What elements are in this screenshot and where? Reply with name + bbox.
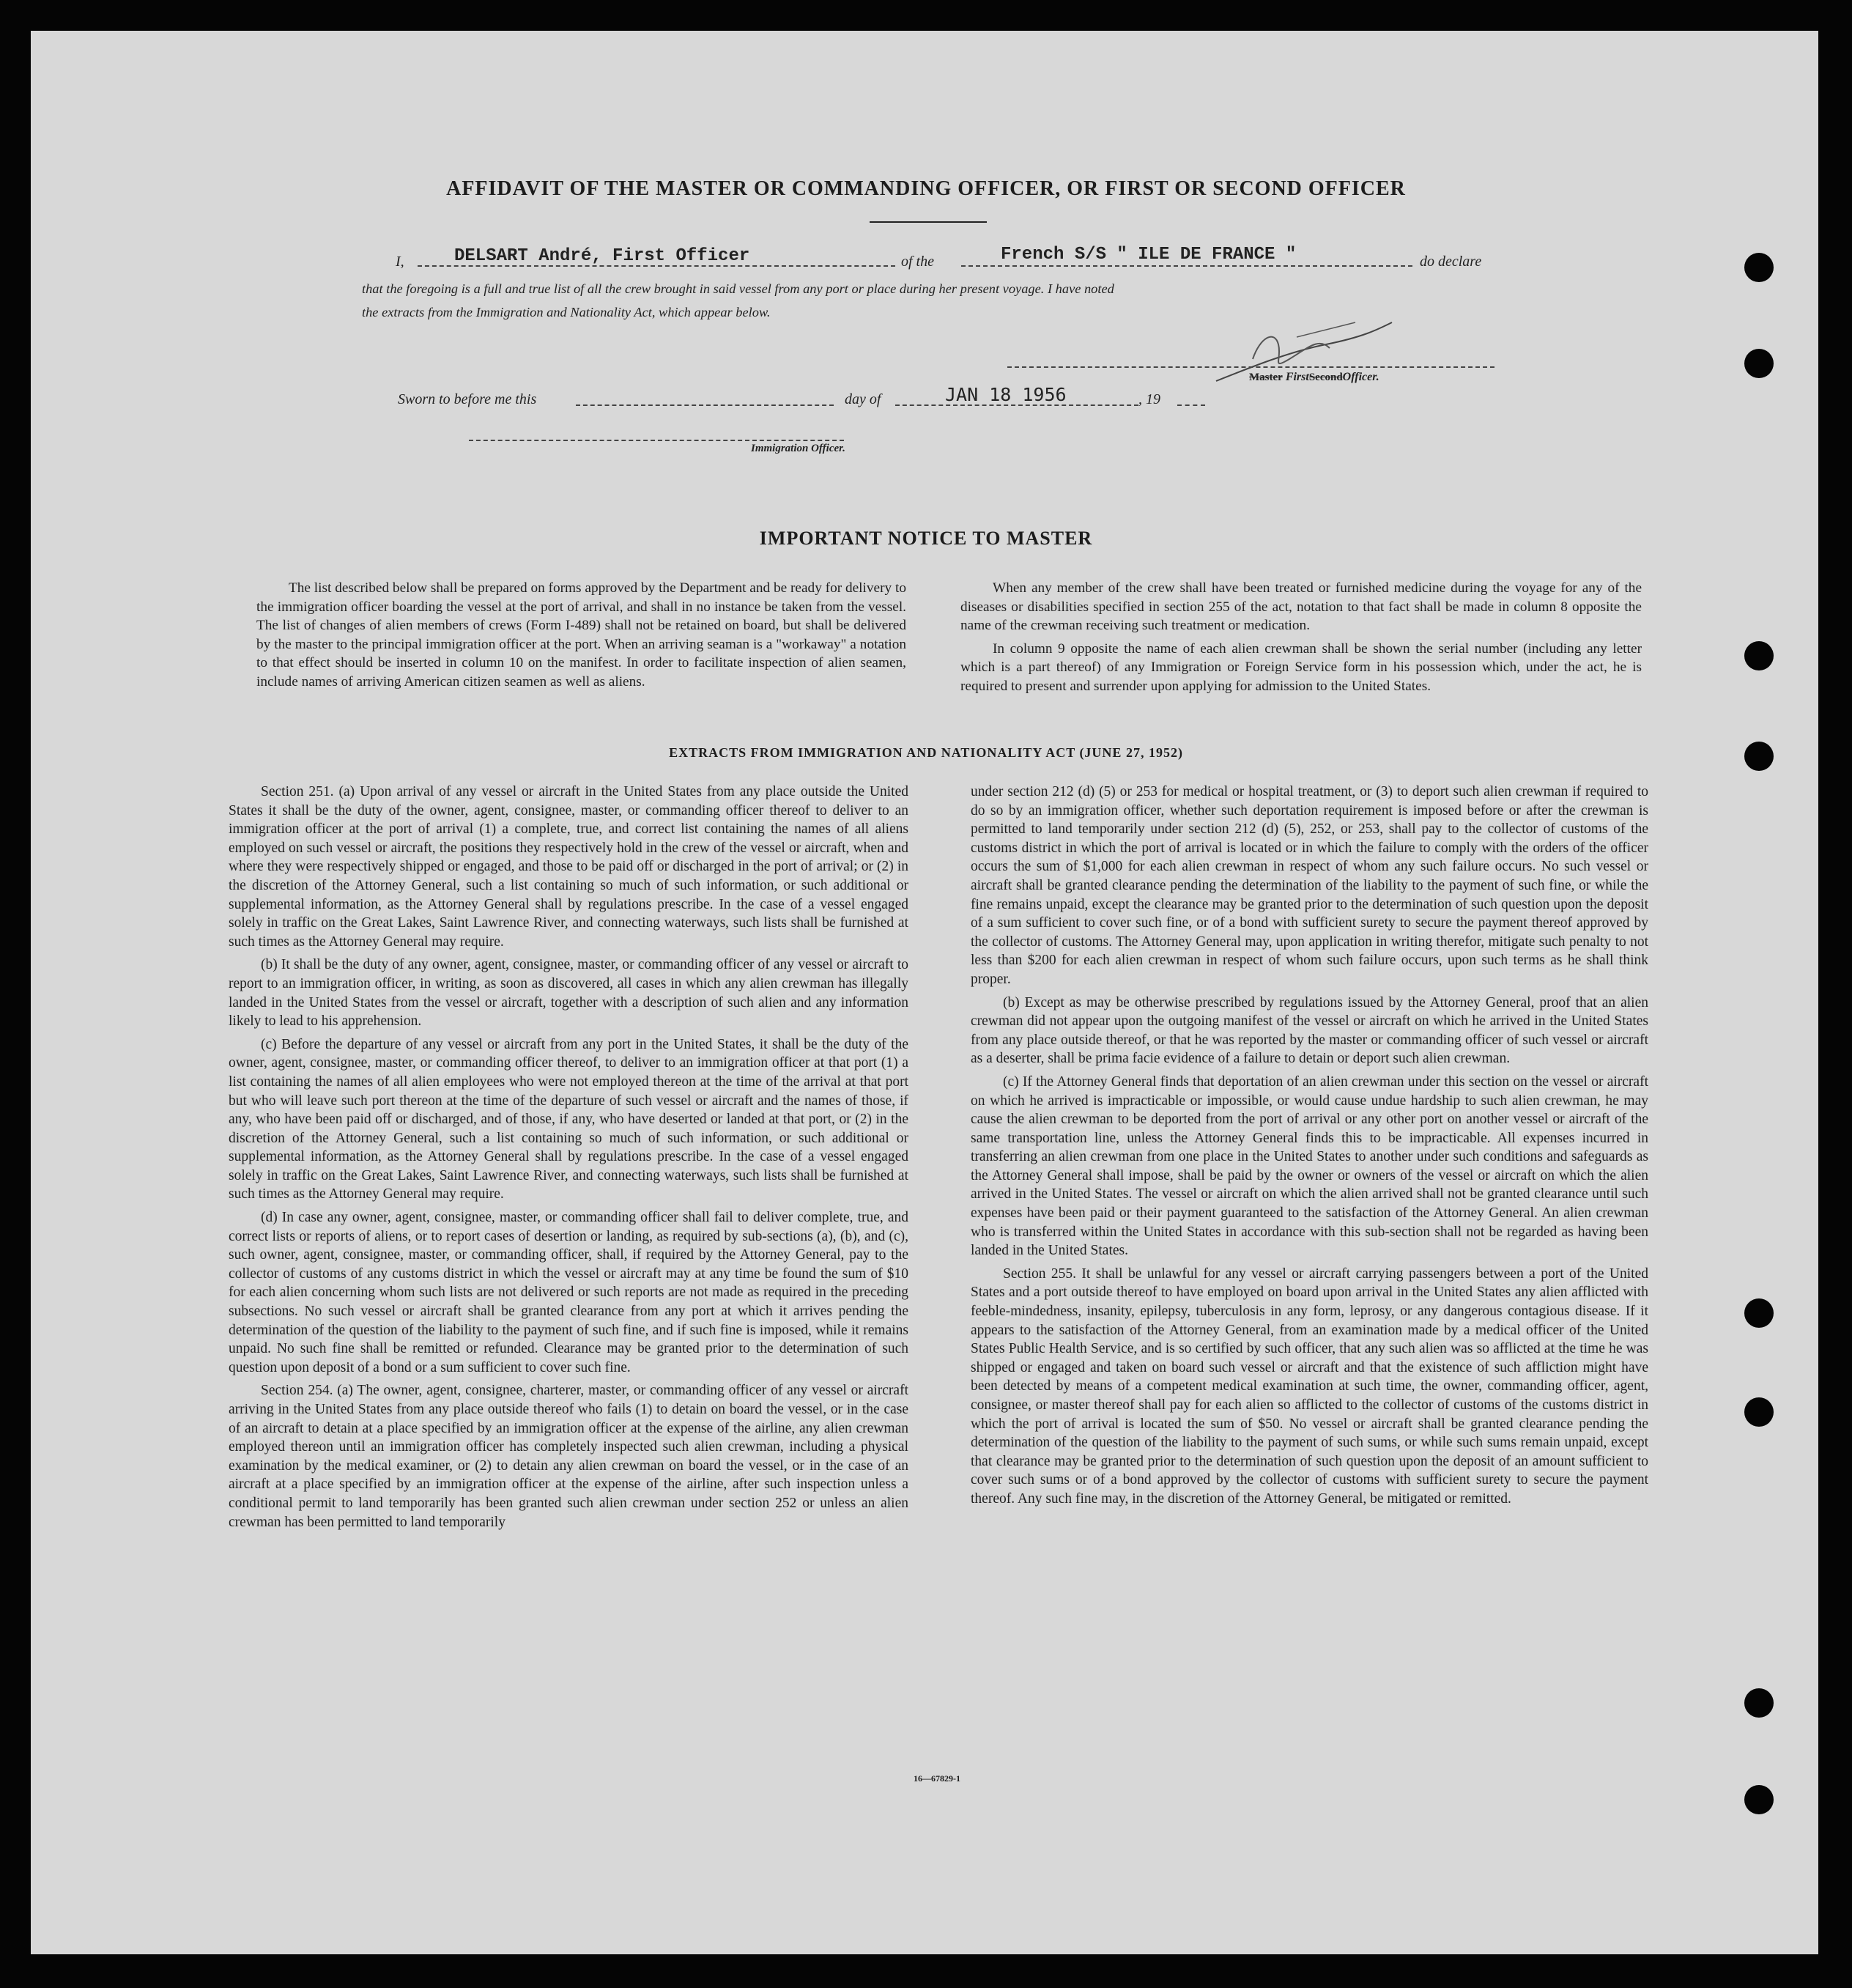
declaration-line-2: that the foregoing is a full and true list of all the crew brought in said vessel from any port or place during her present voyage. I have noted xyxy=(362,281,1114,296)
year-fill-line xyxy=(1177,404,1205,406)
punch-hole xyxy=(1744,1298,1774,1328)
section-251-a: Section 251. (a) Upon arrival of any vessel or aircraft in the United States from any place outside the United States it shall be the duty of the owner, agent, consignee, master, or commanding officer thereof to deliver to an immigration officer at the port of arrival (1) a complete, true, and correct list containing the names of all aliens employed on such vessel or aircraft, the positions they respectively hold in the crew of the vessel or aircraft, when and where they were respectively shipped or engaged, and those to be paid off or discharged in the port of arrival; or (2) in the discretion of the Attorney General, such a list containing so much of such information, or such additional or supplemental information, as the Attorney General shall by regulations prescribe. In the case of a vessel engaged solely in traffic on the Great Lakes, Saint Lawrence River, and connecting waterways, such lists shall be furnished at such times as the Attorney General may require. xyxy=(229,784,908,950)
sworn-day-fill-line xyxy=(576,404,834,406)
date-stamp: JAN 18 1956 xyxy=(945,384,1067,405)
officer-title-caption xyxy=(1249,371,1379,384)
struck-master-text: Master xyxy=(1249,372,1283,383)
vessel-fill-line xyxy=(961,265,1412,267)
punch-hole xyxy=(1744,253,1774,282)
punch-hole xyxy=(1744,1688,1774,1718)
i-label: I, xyxy=(396,254,404,270)
section-251-d: (d) In case any owner, agent, consignee, master, or commanding officer shall fail to deliver complete, true, and correct lists or reports of aliens, or to report cases of desertion or landing, as required by sub-sections (a), (b), and (c), such owner, agent, consignee, master, or commanding officer, shall, if required by the Attorney General, pay to the collector of customs of any customs district in which the vessel or aircraft may at any time be found the sum of $10 for each alien concerning whom such lists are not delivered or such reports are not made as required in the preceding subsections. No such vessel or aircraft shall be granted clearance from any port at which it arrives pending the determination of the question of the liability to the payment of such fine, and if such fine is imposed, while it remains unpaid. No such fine shall be remitted or refunded. Clearance may be granted prior to the determination of such question upon deposit of a bond or a sum sufficient to cover such fine. xyxy=(229,1210,908,1375)
sworn-label: Sworn to before me this xyxy=(398,391,537,407)
extracts-left-column xyxy=(229,783,908,1536)
notice-left-paragraph: The list described below shall be prepared on forms approved by the Department and be ready for delivery to the immigration officer boarding the vessel at the port of arrival, and shall in no instance be taken from the vessel. The list of changes of alien members of crews (Form I-489) shall not be retained on board, but shall be delivered by the master to the principal immigration officer at the port. When an arriving seaman is a "workaway" a notation to that effect should be inserted in column 10 on the manifest. In order to facilitate inspection of alien seamen, include names of arriving American citizen seamen as well as aliens. xyxy=(256,580,906,690)
punch-hole xyxy=(1744,1785,1774,1814)
officer-name: DELSART André, First Officer xyxy=(454,246,750,266)
section-254-a: Section 254. (a) The owner, agent, consignee, charterer, master, or commanding officer of any vessel or aircraft arriving in the United States from any place outside thereof who fails (1) to detain on board the vessel, or in the case of an aircraft to detain at a place specified by an immigration officer at the expense of the airline, any alien crewman employed thereon until an immigration officer has completely inspected such alien crewman, including a physical examination by the medical examiner, or (2) to detain any alien crewman on board the vessel, or in the case of an aircraft at a place specified by an immigration officer at the expense of the airline, after such inspection unless a conditional permit to land temporarily has been granted such alien crewman under section 252 or unless an alien crewman has been permitted to land temporarily xyxy=(229,1383,908,1530)
punch-hole xyxy=(1744,349,1774,378)
extracts-title: EXTRACTS FROM IMMIGRATION AND NATIONALITY ACT (JUNE 27, 1952) xyxy=(669,745,1183,760)
first-title: First xyxy=(1285,371,1309,383)
form-code: 16—67829-1 xyxy=(914,1773,960,1784)
notice-right-paragraph-2: In column 9 opposite the name of each alien crewman shall be shown the serial number (including any letter which is a part thereof) of any Immigration or Foreign Service form in his possession which, under the act, he is required to present and surrender upon applying for admission to the United States. xyxy=(960,640,1642,694)
notice-title: IMPORTANT NOTICE TO MASTER xyxy=(759,528,1093,549)
day-of-label: day of xyxy=(845,391,881,407)
declaration-line-3: the extracts from the Immigration and Nationality Act, which appear below. xyxy=(362,305,771,319)
section-255: Section 255. It shall be unlawful for any vessel or aircraft carrying passengers between a port of the United States and a port outside thereof to have employed on board upon arrival in the United States any alien afflicted with feeble-mindedness, insanity, epilepsy, tuberculosis in any form, leprosy, or any dangerous contagious disease. If it appears to the satisfaction of the Attorney General, from an examination made by a medical officer of the United States Public Health Service, and is so certified by such officer, that any such alien was so afflicted at the time he was shipped or engaged and taken on board such vessel or aircraft and that the existence of such affliction might have been detected by means of a competent medical examination at such time, the owner, commanding officer, agent, consignee, or master thereof shall pay for each alien so afflicted to the collector of customs of the customs district in which the port of arrival is located the sum of $50. No vessel or aircraft shall be granted clearance pending the determination of the question of the liability to the payment of such sums, or while such sums remain unpaid, except that clearance may be granted prior to the determination of such question upon the deposit of an amount sufficient to cover such sums or of a bond approved by the collector of customs with sufficient surety to secure the payment thereof. Any such fine may, in the discretion of the Attorney General, be mitigated or remitted. xyxy=(971,1265,1648,1507)
vessel-name: French S/S " ILE DE FRANCE " xyxy=(1001,245,1297,265)
section-254-a-continued: under section 212 (d) (5) or 253 for medical or hospital treatment, or (3) to deport such alien crewman if required to do so by an immigration officer, whether such deportation requirement is imposed before or after the crewman is permitted to land temporarily under section 212 (d) (5), 252, or 253, shall pay to the collector of customs of the customs district in which the port of arrival is located or in which the failure to comply with the orders of the officer occurs the sum of $1,000 for each alien crewman in respect of whom any such failure occurs. No such vessel or aircraft shall be granted clearance pending the determination of the liability to the payment of such fine, or while the fine remains unpaid, except the clearance may be granted prior to the determination of such question upon the deposit of a sum sufficient to cover such fine, or of a bond with sufficient surety to secure the payment thereof approved by the collector of customs. The Attorney General may, upon application in writing therefor, mitigate such penalty to not less than $200 for each alien crewman in respect of whom such failure occurs, upon such terms as he shall think proper. xyxy=(971,784,1648,987)
struck-second-text: Second xyxy=(1308,372,1343,383)
do-declare-label: do declare xyxy=(1420,254,1482,270)
punch-hole xyxy=(1744,1397,1774,1427)
notice-left-column xyxy=(256,579,906,696)
notice-right-column xyxy=(960,579,1642,701)
notice-right-paragraph-1: When any member of the crew shall have been treated or furnished medicine during the voyage for any of the diseases or disabilities specified in section 255 of the act, notation to that fact shall be made in column 8 opposite the name of the crewman receiving such treatment or medication. xyxy=(960,580,1642,634)
extracts-right-column xyxy=(971,783,1648,1513)
punch-hole xyxy=(1744,641,1774,670)
signature-line xyxy=(1007,366,1494,368)
section-251-c: (c) Before the departure of any vessel or aircraft from any port in the United States, it shall be the duty of the owner, agent, consignee, master, or commanding officer thereof, to deliver to an immigration officer at that port (1) a list containing the names of all alien employees who were not employed thereon at the time of the arrival at that port but who will leave such port thereon at the time of the departure of such vessel or aircraft and the names of those, if any, who have been paid off or discharged, and of those, if any, who have deserted or landed at that port, or (2) in the discretion of the Attorney General, such a list containing so much of such information, or such additional or supplemental information, as the Attorney General shall by regulations prescribe. In the case of a vessel engaged solely in traffic on the Great Lakes, Saint Lawrence River, and connecting waterways, such lists shall be furnished at such times as the Attorney General may require. xyxy=(229,1036,908,1202)
affidavit-title: AFFIDAVIT OF THE MASTER OR COMMANDING OFFICER, OR FIRST OR SECOND OFFICER xyxy=(446,177,1406,200)
section-254-b: (b) Except as may be otherwise prescribed by regulations issued by the Attorney General, proof that an alien crewman did not appear upon the outgoing manifest of the vessel or aircraft on which he arrived in the United States from any place outside thereof, or that he was reported by the master or commanding officer of such vessel or aircraft as a deserter, shall be prima facie evidence of a failure to detain or deport such alien crewman. xyxy=(971,994,1648,1067)
immigration-officer-line xyxy=(469,440,844,441)
year-prefix: , 19 xyxy=(1138,391,1160,407)
title-rule xyxy=(870,221,987,223)
of-the-label: of the xyxy=(901,254,934,270)
section-254-c: (c) If the Attorney General finds that deportation of an alien crewman under this section on the vessel or aircraft on which he arrived is impracticable or impossible, or would cause undue hardship to such alien crewman, he may cause the alien crewman to be deported from the port of arrival or any other port on another vessel or aircraft of the same transportation line, unless the Attorney General finds this to be impracticable. All expenses incurred in transferring an alien crewman from one place in the United States to another under such conditions and safeguards as the Attorney General shall impose, shall be paid by the owner or owners of the vessel or aircraft on which the alien arrived in the United States. The vessel or aircraft on which the alien arrived shall not be granted clearance until such expenses have been paid or their payment guaranteed to the satisfaction of the Attorney General. An alien crewman who is transferred within the United States in accordance with this sub-section shall not be regarded as having been landed in the United States. xyxy=(971,1074,1648,1259)
officer-suffix: Officer. xyxy=(1342,371,1379,383)
immigration-officer-label: Immigration Officer. xyxy=(751,443,845,454)
section-251-b: (b) It shall be the duty of any owner, agent, consignee, master, or commanding officer of any vessel or aircraft to report to an immigration officer, in writing, as soon as discovered, all cases in which any alien crewman has illegally landed in the United States from the vessel or aircraft, together with a description of such alien and any information likely to lead to his apprehension. xyxy=(229,957,908,1030)
